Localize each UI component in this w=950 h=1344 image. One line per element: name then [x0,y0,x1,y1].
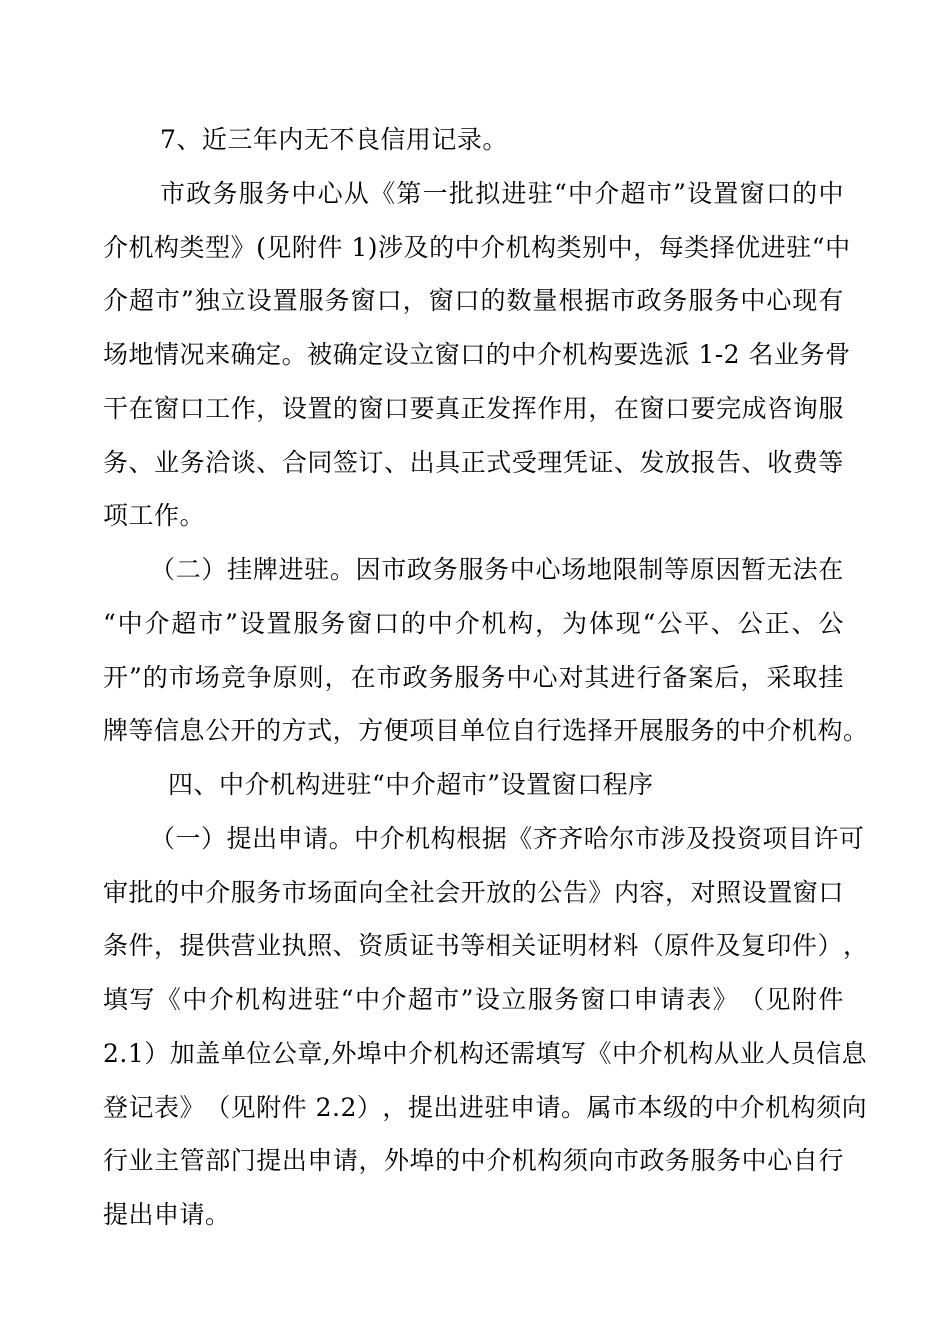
text-line: 条 件 ， 提 供 营 业 执 照 、 资 质 证 书 等 相 关 证 明 材 料 （ 原 件 及 复 印 件 ） ， [103,931,869,960]
text-line: 市 政 务 服 务 中 心 从 《 第 一 批 拟 进 驻 “ 中 介 超 市 ” 设 置 窗 口 的 中 [160,179,844,208]
text-line: 登 记 表 》 （ 见 附 件 2 . 2 ） ， 提 出 进 驻 申 请 。 属 市 本 级 的 中 介 机 构 须 向 [103,1093,868,1122]
text-line: 项工作。 [103,501,206,530]
text-line: （ 一 ） 提 出 申 请 。 中 介 机 构 根 据 《 齐 齐 哈 尔 市 涉 及 投 资 项 目 许 可 [150,824,865,853]
text-line: 2 . 1 ） 加 盖 单 位 公 章 , 外 埠 中 介 机 构 还 需 填 写 《 中 介 机 构 从 业 人 员 信 息 [103,1039,868,1068]
text-line: 开 ” 的 市 场 竞 争 原 则 ， 在 市 政 务 服 务 中 心 对 其 进 行 备 案 后 ， 采 取 挂 [103,663,844,692]
text-line: 提出申请。 [103,1200,231,1229]
text-line: 填 写 《 中 介 机 构 进 驻 “ 中 介 超 市 ” 设 立 服 务 窗 口 申 请 表 》 （ 见 附 件 [103,985,844,1014]
text-line: 7、近三年内无不良信用记录。 [160,125,508,154]
text-line: 干 在 窗 口 工 作 ， 设 置 的 窗 口 要 真 正 发 挥 作 用 ， 在 窗 口 要 完 成 咨 询 服 [103,394,844,423]
text-line: 务 、 业 务 洽 谈 、 合 同 签 订 、 出 具 正 式 受 理 凭 证 、 发 放 报 告 、 收 费 等 [103,448,844,477]
text-line: 介 机 构 类 型 》 ( 见 附 件 1 ) 涉 及 的 中 介 机 构 类 别 中 ， 每 类 择 优 进 驻 “ 中 [103,233,851,262]
text-line: 牌 等 信 息 公 开 的 方 式 ， 方 便 项 目 单 位 自 行 选 择 开 展 服 务 的 中 介 机 构 。 [103,716,869,745]
text-line: 介 超 市 ” 独 立 设 置 服 务 窗 口 ， 窗 口 的 数 量 根 据 市 政 务 服 务 中 心 现 有 [103,286,844,315]
text-line: 审 批 的 中 介 服 务 市 场 面 向 全 社 会 开 放 的 公 告 》 内 容 ， 对 照 设 置 窗 口 [103,878,844,907]
text-line: 行 业 主 管 部 门 提 出 申 请 ， 外 埠 的 中 介 机 构 须 向 市 政 务 服 务 中 心 自 行 [103,1146,844,1175]
text-line: “ 中 介 超 市 ” 设 置 服 务 窗 口 的 中 介 机 构 ， 为 体 现 “ 公 平 、 公 正 、 公 [103,609,844,638]
section-heading: 四、中介机构进驻“中介超市”设置窗口程序 [168,770,654,799]
text-line: （ 二 ） 挂 牌 进 驻 。 因 市 政 务 服 务 中 心 场 地 限 制 等 原 因 暂 无 法 在 [150,555,844,584]
text-line: 场 地 情 况 来 确 定 。 被 确 定 设 立 窗 口 的 中 介 机 构 要 选 派 1 - 2 名 业 务 骨 [103,340,851,369]
